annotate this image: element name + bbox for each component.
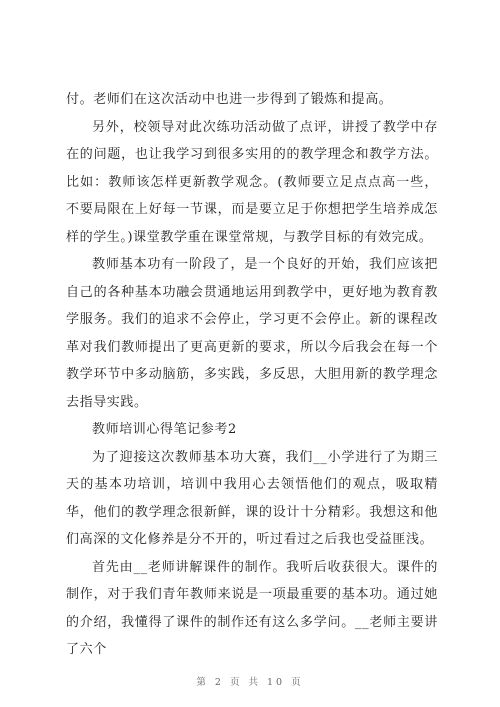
document-body [66,86,438,664]
page-footer: 第 2 页 共 10 页 [196,677,304,688]
paragraph-training-intro: 为了迎接这次教师基本功大赛，我们__小学进行了为期三天的基本功培训，培训中我用心去领悟他们的观点，吸取精华，他们的教学理念很新鲜，课的设计十分精彩。我想这和他们高深的文化修养是分不开的，听过看过之后我也受益匪浅。 [66,449,438,547]
section-heading: 教师培训心得笔记参考2 [92,422,237,437]
paragraph-leadership-review: 另外，校领导对此次练功活动做了点评，讲授了教学中存在的问题，也让我学习到很多实用的的教学理念和教学方法。比如：教师该怎样更新教学观念。(教师要立足点点高一些，不要局限在上好每一节课，而是要立足于你想把学生培养成怎样的学生。)课堂教学重在课堂常规，与教学目标的有效完成。 [66,119,438,245]
paragraph-courseware: 首先由__老师讲解课件的制作。我听后收获很大。课件的制作，对于我们青年教师来说是一项最重要的基本功。通过她的介绍，我懂得了课件的制作还有这么多学问。__老师主要讲了六个 [66,559,438,657]
paragraph-continuation: 付。老师们在这次活动中也进一步得到了锻炼和提高。 [66,92,393,107]
paragraph-basic-skills: 教师基本功有一阶段了，是一个良好的开始，我们应该把自己的各种基本功融会贯通地运用到教学中，更好地为教育教学服务。我们的追求不会停止，学习更不会停止。新的课程改革对我们教师提出了更高更新的要求，所以今后我会在每一个教学环节中多动脑筋，多实践，多反思，大胆用新的教学理念去指导实践。 [66,257,438,410]
